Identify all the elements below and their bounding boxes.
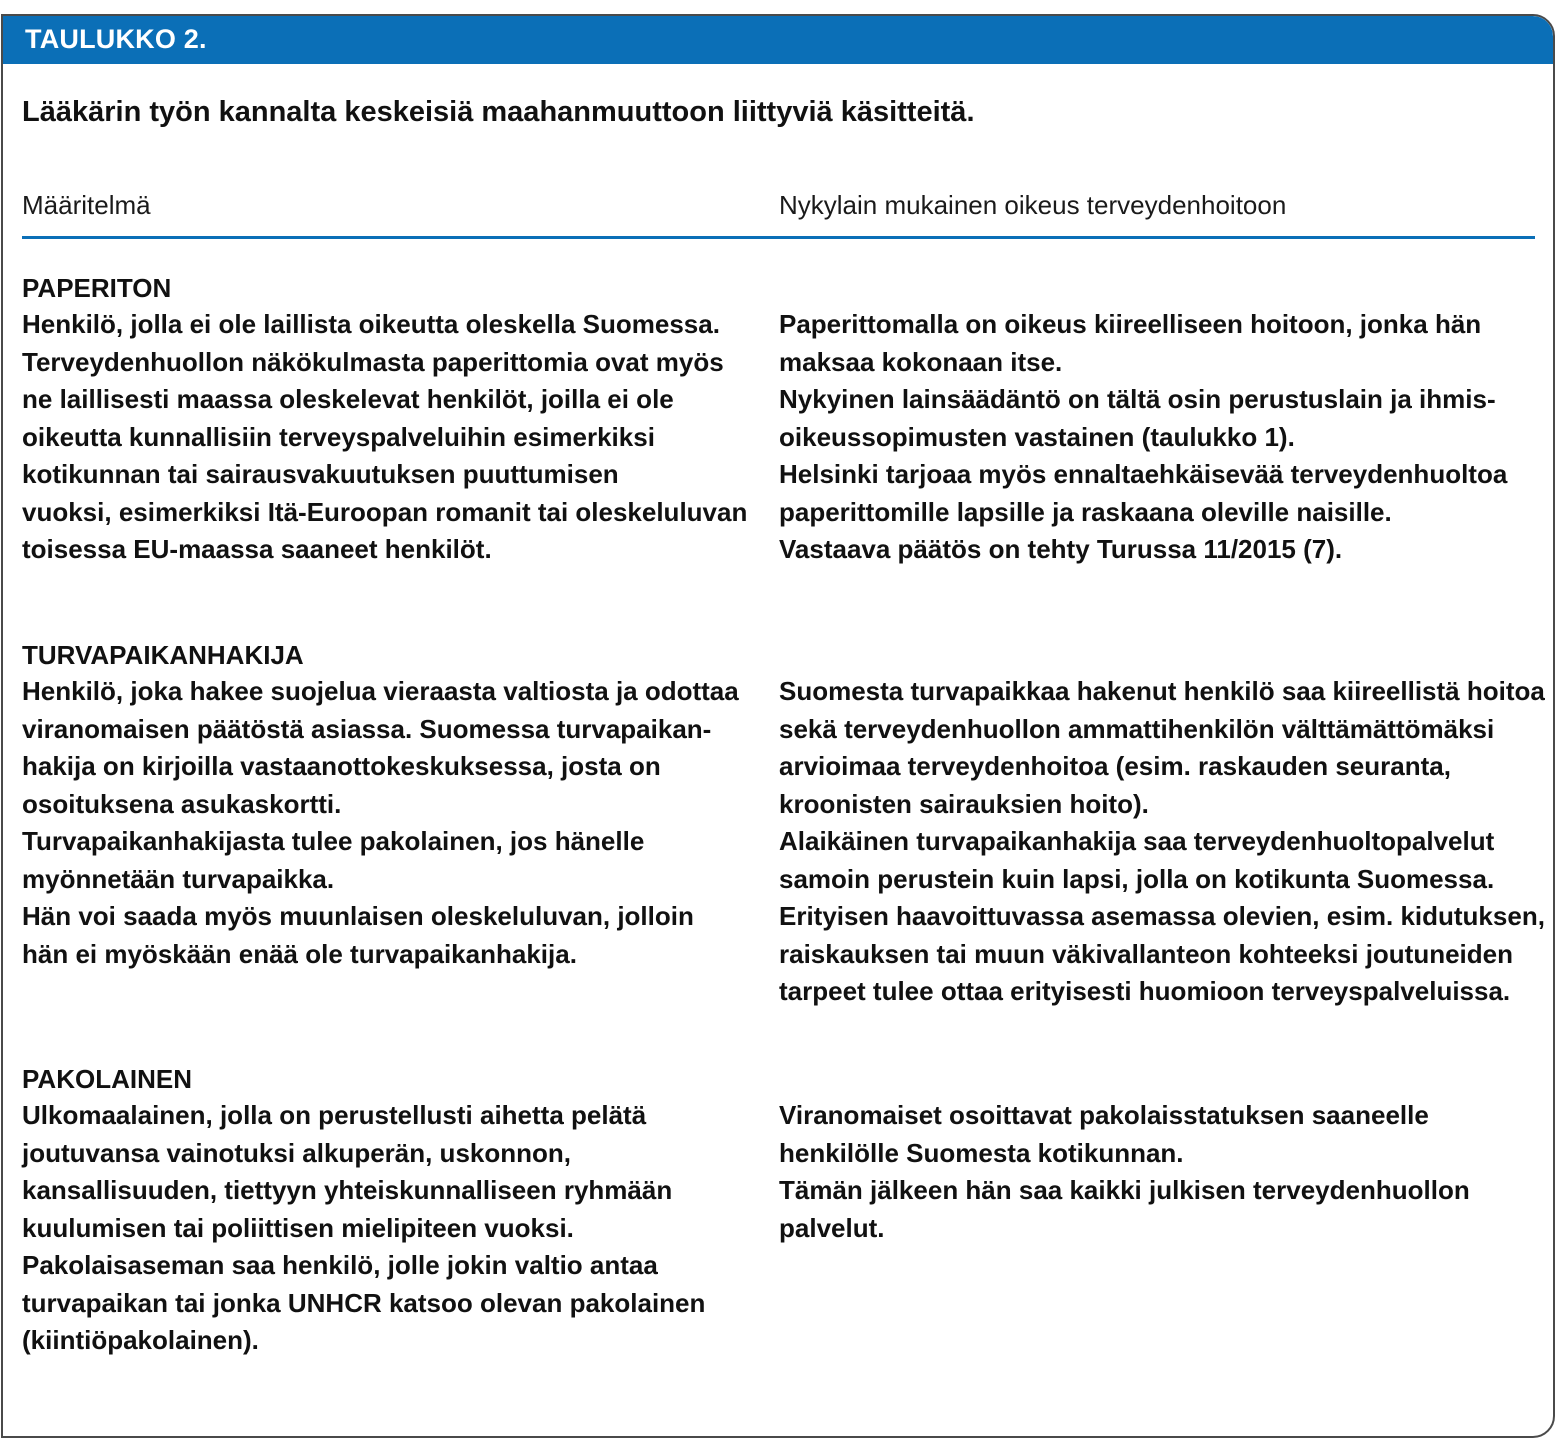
text-line: paperittomille lapsille ja raskaana oleville naisille. [779,496,1392,527]
header-band [3,16,1553,64]
text-line: Erityisen haavoittuvassa asemassa olevien, esim. kidutuksen, [779,901,1545,931]
text-line: kroonisten sairauksien hoito). [779,788,1149,819]
text-line: vuoksi, esimerkiksi Itä-Euroopan romanit tai oleskeluluvan [22,496,748,527]
text-line: Turvapaikanhakijasta tulee pakolainen, jos hänelle [22,826,645,856]
text-line: joutuvansa vainotuksi alkuperän, uskonnon, [22,1137,571,1168]
term-heading: PAPERITON [22,273,172,303]
text-line: Pakolaisaseman saa henkilö, jolle jokin valtio antaa [22,1250,658,1280]
text-line: sekä terveydenhuollon ammattihenkilön välttämättömäksi [779,713,1495,744]
text-line: Nykyinen lainsäädäntö on tältä osin perustuslain ja ihmis- [779,384,1496,414]
text-line: arvioimaa terveydenhoitoa (esim. raskauden seuranta, [779,751,1451,781]
text-line: Suomesta turvapaikkaa hakenut henkilö saa kiireellistä hoitoa [779,676,1545,706]
text-line: Alaikäinen turvapaikanhakija saa terveydenhuoltopalvelut [779,826,1495,856]
text-line: Viranomaiset osoittavat pakolaisstatuksen saaneelle [779,1100,1429,1130]
text-line: Ulkomaalainen, jolla on perustellusti aihetta pelätä [22,1100,647,1130]
definition-text [22,1097,762,1360]
text-line: Henkilö, joka hakee suojelua vieraasta valtiosta ja odottaa [22,676,739,706]
text-line: ne laillisesti maassa oleskelevat henkilöt, joilla ei ole [22,384,674,414]
text-line: kansallisuuden, tiettyyn yhteiskunnalliseen ryhmään [22,1175,673,1205]
text-line: henkilölle Suomesta kotikunnan. [779,1137,1184,1168]
text-line: Helsinki tarjoaa myös ennaltaehkäisevää terveydenhuoltoa [779,459,1508,489]
table-title: Lääkärin työn kannalta keskeisiä maahanmuuttoon liittyviä käsitteitä. [22,96,975,128]
text-line: samoin perustein kuin lapsi, jolla on kotikunta Suomessa. [779,863,1495,894]
text-line: oikeussopimusten vastainen (taulukko 1). [779,421,1295,452]
text-line: myönnetään turvapaikka. [22,863,335,894]
term-heading: PAKOLAINEN [22,1064,192,1094]
text-line: kotikunnan tai sairausvakuutuksen puuttumisen [22,459,619,489]
text-line: Tämän jälkeen hän saa kaikki julkisen terveydenhuollon [779,1175,1470,1205]
text-line: viranomaisen päätöstä asiassa. Suomessa turvapaikan- [22,713,712,744]
definition-text [22,306,762,569]
table-number-label: TAULUKKO 2. [25,24,207,54]
term-heading: TURVAPAIKANHAKIJA [22,640,304,670]
header-divider [22,236,1535,239]
text-line: oikeutta kunnallisiin terveyspalveluihin esimerkiksi [22,421,655,452]
text-line: hän ei myöskään enää ole turvapaikanhakija. [22,938,577,969]
text-line: hakija on kirjoilla vastaanottokeskuksessa, josta on [22,751,661,781]
text-line: (kiintiöpakolainen). [22,1325,259,1355]
definition-text [22,673,762,973]
text-line: maksaa kokonaan itse. [779,346,1063,377]
rights-text [779,673,1545,1011]
rights-text [779,306,1539,569]
text-line: tarpeet tulee ottaa erityisesti huomioon terveyspalveluissa. [779,976,1511,1006]
text-line: toisessa EU-maassa saaneet henkilöt. [22,534,492,564]
column-header-definition: Määritelmä [22,190,151,220]
text-line: Paperittomalla on oikeus kiireelliseen hoitoon, jonka hän [779,309,1482,339]
text-line: turvapaikan tai jonka UNHCR katsoo olevan pakolainen [22,1287,706,1318]
text-line: Henkilö, jolla ei ole laillista oikeutta oleskella Suomessa. [22,309,720,339]
text-line: Terveydenhuollon näkökulmasta paperittomia ovat myös [22,346,724,377]
text-line: Vastaava päätös on tehty Turussa 11/2015 (7). [779,534,1343,564]
text-line: kuulumisen tai poliittisen mielipiteen vuoksi. [22,1212,574,1243]
text-line: osoituksena asukaskortti. [22,788,342,819]
column-header-rights: Nykylain mukainen oikeus terveydenhoitoon [779,190,1287,220]
text-line: palvelut. [779,1212,885,1243]
text-line: raiskauksen tai muun väkivallanteon kohteeksi joutuneiden [779,938,1514,969]
text-line: Hän voi saada myös muunlaisen oleskeluluvan, jolloin [22,901,694,931]
rights-text [779,1097,1539,1247]
